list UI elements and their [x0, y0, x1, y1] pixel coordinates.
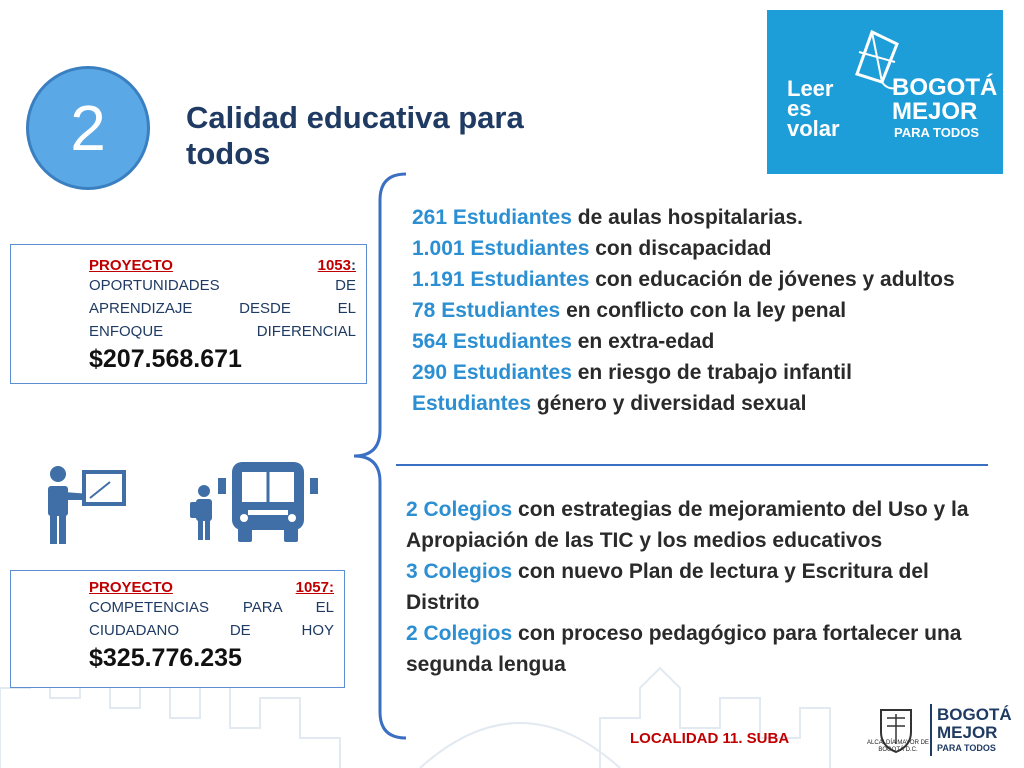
logo-bogota: BOGOTÁ: [892, 74, 998, 101]
list-item-highlight: 564 Estudiantes: [412, 330, 572, 353]
list-item-text: con proceso pedagógico para fortalecer una segunda lengua: [406, 622, 962, 676]
list-item-highlight: 261 Estudiantes: [412, 206, 572, 229]
project-description-line: ENFOQUE DIFERENCIAL: [89, 323, 356, 340]
section-number: 2: [70, 92, 106, 164]
footer-logo-bogota: BOGOTÁ: [937, 705, 1012, 724]
footer-logo-para-todos: PARA TODOS: [937, 743, 996, 753]
list-item-highlight: 1.001 Estudiantes: [412, 237, 590, 260]
student-backpack-icon: [186, 484, 220, 542]
list-item: [412, 202, 1002, 233]
list-item-text: con nuevo Plan de lectura y Escritura del Distrito: [406, 560, 929, 614]
alcaldia-label: ALCALDÍA MAYOR DE BOGOTÁ D.C.: [867, 740, 929, 753]
project-1057-header: [89, 579, 334, 596]
list-item-highlight: 290 Estudiantes: [412, 361, 572, 384]
project-amount: $207.568.671: [89, 345, 242, 373]
list-item-text: en extra-edad: [571, 330, 715, 353]
list-item-highlight: 3 Colegios: [406, 560, 513, 583]
list-item-text: con estrategias de mejoramiento del Uso y la Apropiación de las TIC y los medios educativos: [406, 498, 969, 552]
list-item-text: género y diversidad sexual: [531, 392, 807, 415]
logo-leer: Leer: [787, 76, 834, 101]
list-item: [406, 556, 1002, 618]
list-item: [406, 618, 1002, 680]
project-number: 1057:: [295, 579, 334, 596]
logo-volar: volar: [787, 116, 840, 141]
list-item: [412, 233, 1002, 264]
logo-para-todos: PARA TODOS: [894, 125, 979, 140]
list-item-highlight: 1.191 Estudiantes: [412, 268, 590, 291]
locality-footer: LOCALIDAD 11. SUBA: [630, 730, 790, 747]
list-item-highlight: 2 Colegios: [406, 622, 513, 645]
list-item-text: con educación de jóvenes y adultos: [589, 268, 955, 291]
list-item-text: en riesgo de trabajo infantil: [571, 361, 852, 384]
project-label: PROYECTO: [89, 579, 173, 596]
curly-brace: [350, 170, 410, 742]
logo-mejor: MEJOR: [892, 98, 978, 125]
list-item: [412, 357, 1002, 388]
coat-of-arms-icon: [871, 704, 921, 764]
list-item-text: de aulas hospitalarias.: [571, 206, 803, 229]
list-item-text: en conflicto con la ley penal: [560, 299, 847, 322]
colegios-list: [406, 494, 1002, 680]
project-colon: :: [351, 257, 356, 274]
project-description-line: APRENDIZAJE DESDE EL: [89, 300, 356, 317]
list-item: [412, 295, 1002, 326]
project-amount: $325.776.235: [89, 644, 242, 672]
footer-logo-mejor: MEJOR: [937, 723, 998, 742]
project-1053-card: [10, 244, 367, 384]
project-number: 1053: [317, 257, 351, 274]
project-1057-card: [10, 570, 345, 688]
list-item-text: con discapacidad: [589, 237, 772, 260]
list-item-highlight: 78 Estudiantes: [412, 299, 561, 322]
section-divider: [396, 464, 988, 466]
list-item: [406, 494, 1002, 556]
students-list: [412, 202, 1002, 419]
list-item-highlight: 2 Colegios: [406, 498, 513, 521]
project-1053-header: [89, 257, 356, 274]
teacher-board-icon: [40, 462, 130, 548]
logo-separator: [930, 704, 932, 756]
section-number-badge: [26, 66, 150, 190]
list-item: [412, 264, 1002, 295]
project-description-line: CIUDADANO DE HOY: [89, 622, 334, 639]
list-item: [412, 326, 1002, 357]
project-label: PROYECTO: [89, 257, 173, 274]
list-item: [412, 388, 1002, 419]
leer-es-volar-bogota-logo: [767, 10, 1003, 174]
project-description-line: OPORTUNIDADES DE: [89, 277, 356, 294]
page-title: Calidad educativa para todos: [186, 100, 524, 171]
logo-es: es: [787, 96, 812, 121]
school-bus-icon: [216, 460, 320, 544]
project-description-line: COMPETENCIAS PARA EL: [89, 599, 334, 616]
list-item-highlight: Estudiantes: [412, 392, 532, 415]
